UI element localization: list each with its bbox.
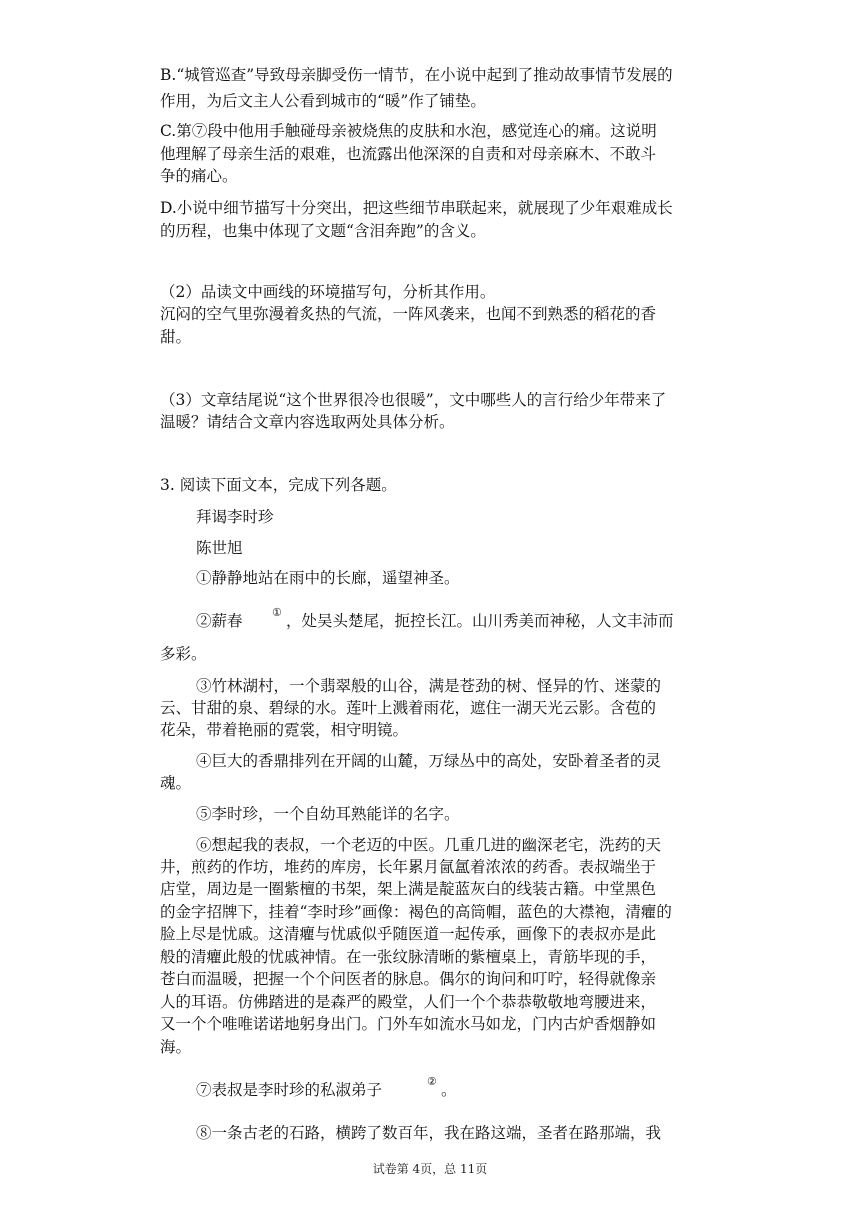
option-d-line-1: D.小说中细节描写十分突出，把这些细节串联起来，就展现了少年艰难成长 bbox=[160, 199, 673, 217]
paragraph-2-head: ②薪春 bbox=[196, 612, 243, 630]
option-c-line-2: 他理解了母亲生活的艰难，也流露出他深深的自责和对母亲麻木、不敢斗 bbox=[160, 145, 657, 163]
option-b-line-1: B.“城管巡查”导致母亲脚受伤一情节，在小说中起到了推动故事情节发展的 bbox=[160, 66, 673, 84]
paragraph-6-line-1: ⑥想起我的表叔，一个老迈的中医。几重几进的幽深老宅，洗药的天 bbox=[196, 836, 662, 854]
paragraph-3-line-1: ③竹林湖村，一个翡翠般的山谷，满是苍劲的树、怪异的竹、迷蒙的 bbox=[196, 677, 662, 695]
paragraph-2-cont: 多彩。 bbox=[160, 645, 207, 663]
paragraph-3-line-3: 花朵，带着艳丽的霓裳，相守明镜。 bbox=[160, 721, 409, 739]
question-3-line-2: 温暖？请结合文章内容选取两处具体分析。 bbox=[160, 413, 455, 431]
paragraph-5: ⑤李时珍，一个自幼耳熟能详的名字。 bbox=[196, 805, 460, 823]
option-c-line-3: 争的痛心。 bbox=[160, 167, 238, 185]
paragraph-6-line-6: 般的清癯此般的忧戚神情。在一张纹脉清晰的紫檀桌上，青筋毕现的手， bbox=[160, 948, 657, 966]
paragraph-6-line-7: 苍白而温暖，把握一个个问医者的脉息。偶尔的询问和叮咛，轻得就像亲 bbox=[160, 970, 657, 988]
paragraph-6-line-10: 海。 bbox=[160, 1038, 192, 1056]
paragraph-6-line-5: 脸上尽是忧戚。这清癯与忧戚似乎随医道一起传承，画像下的表叔亦是此 bbox=[160, 925, 657, 943]
paragraph-3-line-2: 云、甘甜的泉、碧绿的水。莲叶上溅着雨花，遮住一湖天光云影。含苞的 bbox=[160, 699, 657, 717]
paragraph-7-tail: 。 bbox=[441, 1081, 457, 1099]
question-2-quote-line-2: 甜。 bbox=[160, 328, 192, 346]
option-d-line-2: 的历程，也集中体现了文题“含泪奔跑”的含义。 bbox=[160, 222, 486, 240]
paragraph-6-line-8: 人的耳语。仿佛踏进的是森严的殿堂，人们一个个恭恭敬敬地弯腰进来， bbox=[160, 993, 657, 1011]
question-2-quote-line-1: 沉闷的空气里弥漫着炙热的气流，一阵风袭来，也闻不到熟悉的稻花的香 bbox=[160, 305, 657, 323]
paragraph-6-line-9: 又一个个唯唯诺诺地躬身出门。门外车如流水马如龙，门内古炉香烟静如 bbox=[160, 1015, 657, 1033]
page-footer: 试卷第 4页，总 11页 bbox=[372, 1162, 488, 1176]
paragraph-1: ①静静地站在雨中的长廊，遥望神圣。 bbox=[196, 569, 460, 587]
paragraph-6-line-3: 店堂，周边是一圈紫檀的书架，架上满是靛蓝灰白的线装古籍。中堂黑色 bbox=[160, 880, 657, 898]
paragraph-7-head: ⑦表叔是李时珍的私淑弟子 bbox=[196, 1081, 383, 1099]
question-2-prompt: （2）品读文中画线的环境描写句，分析其作用。 bbox=[160, 283, 496, 301]
question-3-line-1: （3）文章结尾说“这个世界很冷也很暖”，文中哪些人的言行给少年带来了 bbox=[160, 391, 667, 409]
paragraph-2-tail: ，处吴头楚尾，扼控长江。山川秀美而神秘，人文丰沛而 bbox=[286, 612, 674, 630]
paragraph-6-line-4: 的金字招牌下，挂着“李时珍”画像：褐色的高筒帽，蓝色的大襟袍，清癯的 bbox=[160, 903, 672, 921]
paragraph-4-line-2: 魂。 bbox=[160, 774, 192, 792]
paragraph-8-line-1: ⑧一条古老的石路，横跨了数百年，我在路这端，圣者在路那端，我 bbox=[196, 1124, 662, 1142]
article-author: 陈世旭 bbox=[196, 539, 243, 557]
footnote-mark-2: ② bbox=[427, 1075, 437, 1088]
article-title: 拜谒李时珍 bbox=[196, 508, 274, 526]
footnote-mark-1: ① bbox=[272, 606, 282, 619]
section-3-heading: 3. 阅读下面文本，完成下列各题。 bbox=[160, 476, 397, 494]
paragraph-4-line-1: ④巨大的香鼎排列在开阔的山麓，万绿丛中的高处，安卧着圣者的灵 bbox=[196, 752, 662, 770]
option-c-line-1: C.第⑦段中他用手触碰母亲被烧焦的皮肤和水泡，感觉连心的痛。这说明 bbox=[160, 122, 657, 140]
option-b-line-2: 作用，为后文主人公看到城市的“暖”作了铺垫。 bbox=[160, 92, 486, 110]
paragraph-6-line-2: 井，煎药的作坊，堆药的库房，长年累月氤氲着浓浓的药香。表叔端坐于 bbox=[160, 858, 657, 876]
